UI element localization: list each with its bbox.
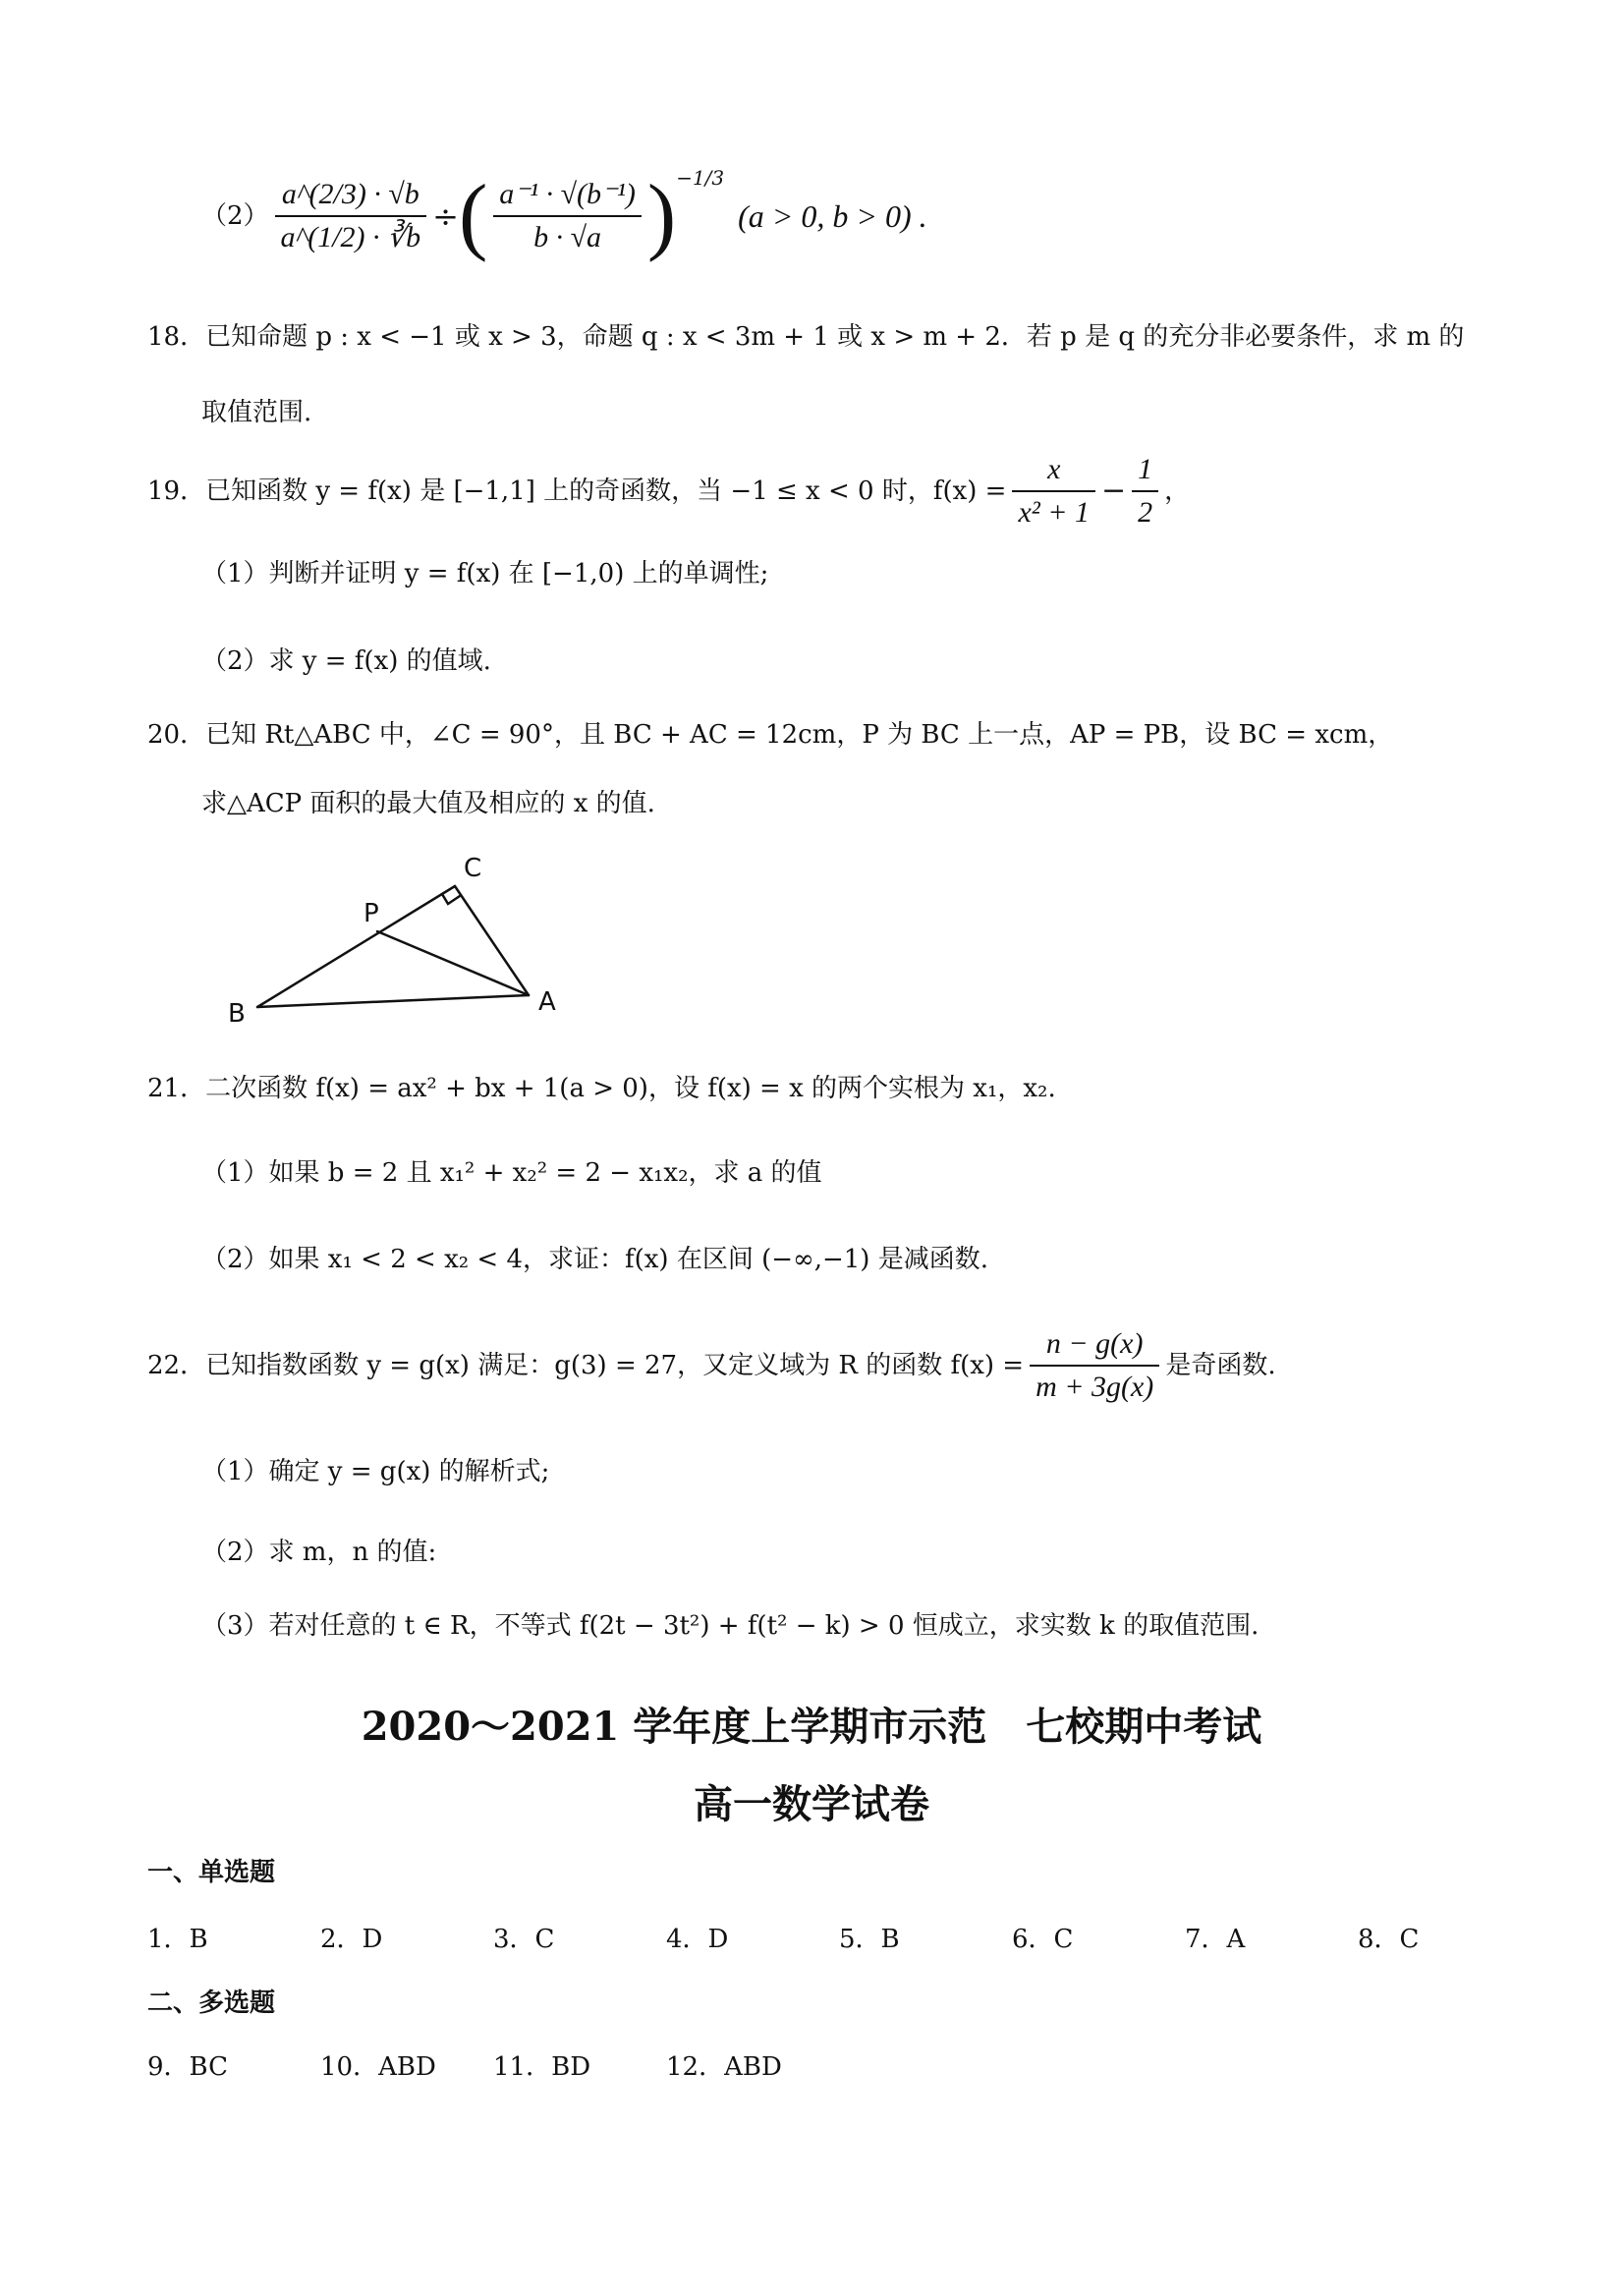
label-C: C	[464, 854, 482, 883]
answer-item: 1．B	[147, 1925, 208, 1954]
q19-tail: ，	[1164, 476, 1191, 506]
q19-number: 19．	[147, 476, 206, 506]
answer-item: 8．C	[1358, 1925, 1420, 1954]
answer-item: 12．ABD	[666, 2052, 782, 2082]
answer-item: 4．D	[666, 1925, 729, 1954]
q20-line2	[201, 786, 655, 821]
q21-part2: （2）如果 x₁ < 2 < x₂ < 4，求证：f(x) 在区间 (−∞,−1) 是减函数.	[201, 1245, 988, 1274]
q22-number: 22．	[147, 1351, 206, 1380]
q17-left-paren: (	[458, 168, 488, 263]
q22-text-1b: 是奇函数.	[1165, 1351, 1276, 1380]
q19-fraction-2-top: 1	[1138, 453, 1153, 485]
q17-right-paren: )	[646, 168, 677, 263]
q17-fraction-1	[275, 174, 427, 258]
answer-item: 5．B	[839, 1925, 900, 1954]
q20-number: 20．	[147, 720, 206, 750]
segment-BA	[257, 995, 529, 1007]
q19-part1: （1）判断并证明 y = f(x) 在 [−1,0) 上的单调性;	[201, 559, 769, 588]
section2-heading: 二、多选题	[147, 1988, 276, 2018]
answer-item: 10．ABD	[320, 2052, 436, 2082]
q21-part1: （1）如果 b = 2 且 x₁² + x₂² = 2 − x₁x₂，求 a 的值	[201, 1158, 822, 1188]
q19-fraction-1-top: x	[1047, 453, 1061, 485]
q19-fraction-1	[1012, 449, 1095, 533]
answers-title-line2: 高一数学试卷	[694, 1781, 929, 1827]
q22-part2: （2）求 m，n 的值:	[201, 1538, 437, 1567]
q21-line1	[147, 1071, 1056, 1106]
section1-answers	[147, 1919, 1531, 1955]
q22-fraction-top: n − g(x)	[1045, 1327, 1144, 1360]
section2-answers	[147, 2046, 839, 2083]
q18-line2	[201, 395, 311, 430]
q22-text-1a: 已知指数函数 y = g(x) 满足：g(3) = 27，又定义域为 R 的函数 f(x) =	[205, 1351, 1025, 1380]
q21-text-1: 二次函数 f(x) = ax² + bx + 1(a > 0)，设 f(x) = x 的两个实根为 x₁，x₂.	[205, 1074, 1056, 1103]
segment-BC	[257, 886, 455, 1007]
q22-line1	[147, 1321, 1276, 1410]
q18-text-2: 取值范围.	[201, 398, 312, 427]
q22-fraction-bottom: m + 3g(x)	[1035, 1371, 1154, 1403]
q19-fraction-2	[1132, 449, 1158, 533]
right-angle-mark	[442, 894, 460, 904]
answer-item: 3．C	[493, 1925, 555, 1954]
q20-triangle-figure	[216, 845, 580, 1032]
q17-part2	[201, 152, 927, 280]
q17-denominator-2: b · √a	[533, 221, 602, 253]
q19-text-1: 已知函数 y = f(x) 是 [−1,1] 上的奇函数，当 −1 ≤ x < 0 时，f(x) =	[205, 476, 1007, 506]
section1-heading: 一、单选题	[147, 1858, 276, 1887]
answer-item: 7．A	[1185, 1925, 1246, 1954]
q17-part2-label: （2）	[201, 201, 269, 231]
label-A: A	[538, 987, 556, 1017]
q18-number: 18．	[147, 322, 206, 352]
q17-numerator-2: a⁻¹ · √(b⁻¹)	[499, 178, 636, 210]
label-P: P	[364, 899, 379, 928]
q22-part3: （3）若对任意的 t ∈ R，不等式 f(2t − 3t²) + f(t² − k) > 0 恒成立，求实数 k 的取值范围.	[201, 1611, 1259, 1641]
q18-line1	[147, 319, 1464, 355]
q19-part2: （2）求 y = f(x) 的值域.	[201, 646, 491, 676]
q21-number: 21．	[147, 1074, 206, 1103]
q17-numerator-1: a^(2/3) · √b	[281, 178, 420, 210]
q20-line1	[147, 717, 1393, 753]
answer-item: 11．BD	[493, 2052, 591, 2082]
q20-text-2: 求△ACP 面积的最大值及相应的 x 的值.	[201, 789, 655, 818]
q19-minus: −	[1101, 474, 1127, 508]
q18-text-1: 已知命题 p : x < −1 或 x > 3，命题 q : x < 3m + 1 或 x > m + 2．若 p 是 q 的充分非必要条件，求 m 的	[205, 322, 1465, 352]
q19-fraction-1-bottom: x² + 1	[1018, 496, 1091, 529]
q17-fraction-2	[493, 174, 642, 258]
q17-denominator-1: a^(1/2) · ∛b	[280, 221, 421, 253]
answer-item: 9．BC	[147, 2052, 229, 2082]
q17-condition: (a > 0, b > 0) .	[738, 198, 927, 234]
answer-item: 2．D	[320, 1925, 383, 1954]
q22-fraction	[1030, 1323, 1159, 1408]
q17-exponent: −1/3	[676, 166, 725, 190]
q19-line1	[147, 447, 1190, 535]
q20-text-1: 已知 Rt△ABC 中，∠C = 90°，且 BC + AC = 12cm，P 为 BC 上一点，AP = PB，设 BC = xcm，	[205, 720, 1394, 750]
label-B: B	[228, 999, 246, 1029]
answers-title-line1: 2020～2021 学年度上学期市示范 七校期中考试	[361, 1704, 1262, 1750]
q22-part1: （1）确定 y = g(x) 的解析式;	[201, 1457, 550, 1486]
q19-fraction-2-bottom: 2	[1138, 496, 1153, 529]
q17-divide-sign: ÷	[432, 197, 459, 235]
answer-item: 6．C	[1012, 1925, 1074, 1954]
